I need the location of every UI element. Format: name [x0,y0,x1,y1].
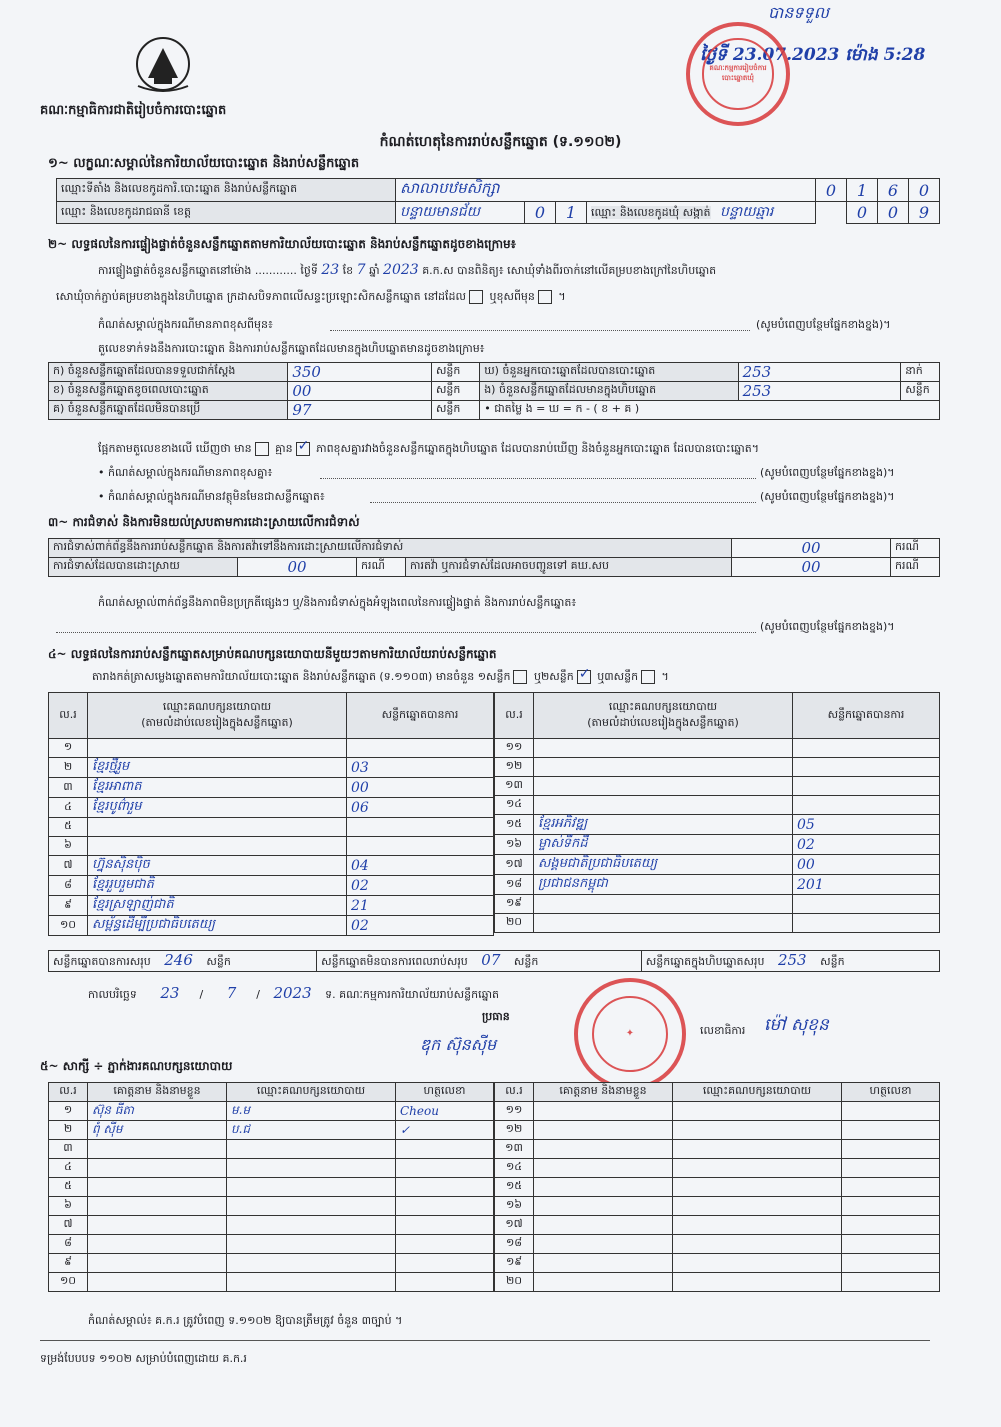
row-no: ៨ [49,1235,88,1254]
row-signature [842,1216,940,1235]
resolved-unit: ករណី [357,558,406,577]
count-e-value: 253 [738,382,901,401]
row-votes [793,758,940,777]
commune-code-2: 0 [878,202,909,224]
row-no: ១៤ [495,1159,534,1178]
row-party [227,1235,396,1254]
row-party [227,1140,396,1159]
commune-label: ឈ្មោះ និងលេខកូដឃុំ សង្កាត់ [591,206,711,219]
col-party: ឈ្មោះគណបក្សនយោបាយ (តាមលំដាប់លេខរៀងក្នុងសន្លឹកឆ្នោត) [534,693,793,739]
doc-title: កំណត់ហេតុនៃការរាប់សន្លឹកឆ្នោត (ទ.១១០២) [379,134,622,150]
row-no: ៩ [49,896,88,916]
count-e-unit: សន្លឹក [901,382,940,401]
no-diff-checkbox[interactable] [296,442,310,456]
col-votes: សន្លឹកឆ្នោតបានការ [347,693,494,739]
location-code-3: 6 [878,179,909,202]
table-row [49,1235,494,1254]
count-c-value: 97 [288,401,432,420]
row-votes: 21 [347,896,494,916]
count-a-unit: សន្លឹក [431,363,479,382]
row-name [534,1121,673,1140]
province-value: បន្ទាយមានជ័យ [396,202,525,224]
row-no: ១៩ [495,1254,534,1273]
row-signature [842,1102,940,1121]
row-party [227,1197,396,1216]
col-no: ល.រ [495,1083,534,1102]
count-d-value: 253 [738,363,901,382]
row-no: ៥ [49,818,88,837]
emblem-icon [128,34,198,98]
table-row [495,739,940,758]
row-name [88,1178,227,1197]
table-row [495,1197,940,1216]
row-name [534,1102,673,1121]
table-row [495,1102,940,1121]
commune-code-1: 0 [847,202,878,224]
table-row [49,896,494,916]
row-party: ប.ជ [227,1121,396,1140]
row-name [88,1216,227,1235]
count-c-unit: សន្លឹក [431,401,479,420]
counts-intro: តួលេខទាក់ទងនឹងការបោះឆ្នោត និងការរាប់សន្លឹកឆ្នោតដែលមានក្នុងហិបឆ្នោតមានដូចខាងក្រោម៖ [98,342,485,355]
row-signature [842,1140,940,1159]
row-party: ប្រជាជនកម្ពុជា [534,875,793,895]
total-invalid-cell: សន្លឹកឆ្នោតមិនបានការពេលរាប់សរុប 07 សន្លឹក [317,951,642,972]
received-label: បានទទួល [768,3,829,22]
row-no: ១៤ [495,796,534,815]
section3-title: ៣~ ការជំទាស់ និងការមិនយល់ស្របតាមការដោះស្រាយលើការជំទាស់ [48,515,360,529]
date-day: 23 [160,984,180,1002]
row-no: ២០ [495,914,534,933]
chair-label: ប្រធាន [482,1010,510,1023]
row-party: សម្ព័ន្ធដើម្បីប្រជាធិបតេយ្យ [88,916,347,936]
forwarded-value: 00 [732,558,891,577]
count-c-label: គ) ចំនួនសន្លឹកឆ្នោតដែលមិនបានប្រើ [49,401,288,420]
row-votes: 04 [347,856,494,876]
objections-table [48,538,940,577]
row-party [88,739,347,758]
col-party: ឈ្មោះគណបក្សនយោបាយ [227,1083,396,1102]
row-party [673,1273,842,1292]
row-party: ខ្មែរស្រឡាញ់ជាតិ [88,896,347,916]
row-party: ខ្មែរបូព៌ារួម [88,798,347,818]
table-row [49,1273,494,1292]
table-row [495,777,940,796]
count-b-value: 00 [288,382,432,401]
table-row [49,739,494,758]
row-votes: 02 [793,835,940,855]
table-row [49,916,494,936]
row-name [534,1216,673,1235]
row-party [227,1159,396,1178]
row-signature [842,1235,940,1254]
formula: • ជាតម្លៃ ង = ឃ = ក - ( ខ + គ ) [480,401,940,420]
object-note: • កំណត់សម្គាល់ក្នុងករណីមានវត្ថុមិនមែនជាសន្លឹកឆ្នោត៖ [98,490,325,503]
row-signature [396,1197,494,1216]
table-row [49,1254,494,1273]
location-code-1: 0 [816,179,847,202]
row-votes: 02 [347,876,494,896]
row-votes: 06 [347,798,494,818]
row-party [534,758,793,777]
row-votes: 03 [347,758,494,778]
row-signature [396,1273,494,1292]
row-signature [396,1216,494,1235]
section2-title: ២~ លទ្ធផលនៃការផ្ទៀងផ្ទាត់ចំនួនសន្លឹកឆ្នោតតាមការិយាល័យបោះឆ្នោត និងរាប់សន្លឹកឆ្នោតដូចខាងក្រោម៖ [48,237,516,251]
table-row [49,1102,494,1121]
row-no: ១៦ [495,1197,534,1216]
col-no: ល.រ [495,693,534,739]
section5-note: កំណត់សម្គាល់៖ គ.ក.រ ត្រូវបំពេញ ទ.១១០២ ឱ្យបានត្រឹមត្រូវ ចំនួន ៣ច្បាប់ ។ [88,1314,403,1327]
row-name [88,1140,227,1159]
col-no: ល.រ [49,693,88,739]
row-name [88,1254,227,1273]
date-line: កាលបរិច្ឆេទ 23 / 7 / 2023 ទ. គណៈកម្មការការិយាល័យរាប់សន្លឹកឆ្នោត [88,984,500,1002]
col-party: ឈ្មោះគណបក្សនយោបាយ (តាមលំដាប់លេខរៀងក្នុងសន្លឹកឆ្នោត) [88,693,347,739]
official-stamp-top: គណៈកម្មការរៀបចំការបោះឆ្នោតឃុំ [686,22,790,126]
row-party [673,1197,842,1216]
table-row [49,837,494,856]
objection-unit: ករណី [891,539,940,558]
fill-more-4: (សូមបំពេញបន្ថែមផ្នែកខាងខ្នង)។ [760,620,895,633]
row-no: ១ [49,1102,88,1121]
tally-sheets-line: តារាងកត់ត្រាសម្លេងឆ្នោតតាមការិយាល័យបោះឆ្នោត និងរាប់សន្លឹកឆ្នោត (ទ.១១០៣) មានចំនួន ១សន្លឹក ឬ២សន្លឹក✓ ឬ៣សន្លឹក ។ [92,670,669,686]
row-no: ១០ [49,1273,88,1292]
row-no: ១៣ [495,777,534,796]
row-no: ១៧ [495,855,534,875]
row-name [88,1273,227,1292]
col-no: ល.រ [49,1083,88,1102]
results-table-left [48,692,494,936]
col-name: គោត្តនាម និងនាមខ្លួន [88,1083,227,1102]
row-votes [793,777,940,796]
row-votes: 05 [793,815,940,835]
row-name [534,1235,673,1254]
location-code-2: 1 [847,179,878,202]
row-votes [347,818,494,837]
row-no: ៧ [49,1216,88,1235]
table-row [49,1197,494,1216]
stamp-emblem-icon: ✦ [592,996,669,1073]
date-month: 7 [226,984,237,1002]
count-b-label: ខ) ចំនួនសន្លឹកឆ្នោតខូចពេលបោះឆ្នោត [49,382,288,401]
location-label: ឈ្មោះទីតាំង និងលេខកូដការិ.បោះឆ្នោត និងរាប់សន្លឹកឆ្នោត [57,179,396,202]
diff-note: • កំណត់សម្គាល់ក្នុងករណីមានភាពខុសគ្នា៖ [98,466,273,479]
row-party: ម.ម [227,1102,396,1121]
table-row [49,1140,494,1159]
row-name [534,1159,673,1178]
col-party: ឈ្មោះគណបក្សនយោបាយ [673,1083,842,1102]
row-name [88,1159,227,1178]
table-row [49,1121,494,1140]
count-d-unit: នាក់ [901,363,940,382]
fill-more-1: (សូមបំពេញបន្ថែមផ្នែកខាងខ្នង)។ [756,318,891,331]
table-row [495,895,940,914]
location-code-4: 0 [909,179,940,202]
table-row [49,1216,494,1235]
row-no: ១៣ [495,1140,534,1159]
row-party [534,895,793,914]
row-party [534,777,793,796]
table-row [49,1178,494,1197]
col-votes: សន្លឹកឆ្នោតបានការ [793,693,940,739]
table-row [495,1235,940,1254]
row-party: ខ្មែររួបរួមជាតិ [88,876,347,896]
count-a-value: 350 [288,363,432,382]
row-no: ៤ [49,1159,88,1178]
row-party [673,1159,842,1178]
forwarded-label: ការតវ៉ា ឬការជំទាស់ដែលអាចបញ្ជូនទៅ គឃ.សប [406,558,732,577]
row-name [534,1140,673,1159]
table-row [495,796,940,815]
sheet1-checkbox[interactable] [513,670,527,684]
row-signature: ✓ [396,1121,494,1140]
row-no: ២ [49,1121,88,1140]
row-name [88,1197,227,1216]
objection-label: ការជំទាស់ពាក់ព័ន្ធនឹងការរាប់សន្លឹកឆ្នោត និងការតវ៉ាទៅនឹងការដោះស្រាយលើការជំទាស់ [49,539,732,558]
witness-table-right [494,1082,940,1292]
row-signature: Cheou [396,1102,494,1121]
commune-code-3: 9 [909,202,940,224]
row-no: ១០ [49,916,88,936]
secretary-signature: ម៉ៅ សុខុន [764,1015,829,1035]
row-signature [396,1235,494,1254]
same-checkbox[interactable] [469,290,483,304]
province-code-2: 1 [556,202,587,224]
col-sign: ហត្ថលេខា [842,1083,940,1102]
row-signature [396,1140,494,1159]
verify-day: 23 [321,262,340,278]
row-party: ខ្មែរអភិវឌ្ឍ [534,815,793,835]
row-votes: 00 [793,855,940,875]
row-party [534,914,793,933]
row-signature [842,1159,940,1178]
org-name: គណៈកម្មាធិការជាតិរៀបចំការបោះឆ្នោត [40,103,227,118]
row-votes: 201 [793,875,940,895]
row-party [673,1102,842,1121]
row-no: ៦ [49,837,88,856]
row-signature [842,1254,940,1273]
row-name [534,1178,673,1197]
row-no: ៥ [49,1178,88,1197]
table-row [495,855,940,875]
row-name: ពុំ ស៊ីម [88,1121,227,1140]
objection-value: 00 [732,539,891,558]
row-votes [793,914,940,933]
chair-signature: ឌុក ស៊ុនស៊ីម [420,1035,497,1054]
row-signature [396,1178,494,1197]
row-party: ខ្មែរថ្មីរួម [88,758,347,778]
witness-table-left [48,1082,494,1292]
official-stamp-committee [574,978,686,1090]
row-party [227,1178,396,1197]
row-party: សង្គមជាតិប្រជាធិបតេយ្យ [534,855,793,875]
row-no: ៧ [49,856,88,876]
section4-title: ៤~ លទ្ធផលនៃការរាប់សន្លឹកឆ្នោតសម្រាប់គណបក្សនយោបាយនីមួយៗតាមការិយាល័យរាប់សន្លឹកឆ្នោត [48,647,497,661]
table-row [49,778,494,798]
row-no: ៦ [49,1197,88,1216]
section1-title: ១~ លក្ខណៈសម្គាល់នៃការិយាល័យបោះឆ្នោត និងរាប់សន្លឹកឆ្នោត [48,156,360,171]
row-name [534,1273,673,1292]
row-party [673,1178,842,1197]
table-row [495,1254,940,1273]
row-no: ១២ [495,758,534,777]
total-box: 253 [777,951,807,969]
row-signature [396,1159,494,1178]
row-name [88,1235,227,1254]
table-row [495,815,940,835]
row-no: ២០ [495,1273,534,1292]
row-party: ម្ចាស់ទឹកដី [534,835,793,855]
table-row [495,835,940,855]
resolved-value: 00 [238,558,357,577]
seal-line: សោឃុំចាក់ភ្ជាប់គម្របខាងក្នុងនៃហិបឆ្នោត ក្រដាសបិទភាពលើសន្ទះប្រឡោះសិកសន្លឹកឆ្នោត នៅដដែល ឬខុសពីមុន ។ [56,290,566,303]
discrepancy-line: ផ្អែកតាមតួលេខខាងលើ ឃើញថា មាន គ្មាន✓ ភាពខុសគ្នារវាងចំនួនសន្លឹកឆ្នោតក្នុងហិបឆ្នោត ដែលបានរាប់ឃើញ និងចំនួនអ្នកបោះឆ្នោត ដែលបានបោះឆ្នោត។ [98,442,759,458]
row-party [227,1254,396,1273]
commune-cell [587,202,816,224]
total-box-cell: សន្លឹកឆ្នោតក្នុងហិបឆ្នោតសរុប 253 សន្លឹក [641,951,939,972]
row-party [227,1216,396,1235]
row-no: ៤ [49,798,88,818]
col-name: គោត្តនាម និងនាមខ្លួន [534,1083,673,1102]
col-sign: ហត្ថលេខា [396,1083,494,1102]
row-party [227,1273,396,1292]
province-label: ឈ្មោះ និងលេខកូដរាជធានី ខេត្ត [57,202,396,224]
table-row [49,818,494,837]
verify-month: 7 [356,262,366,278]
table-row [495,1140,940,1159]
row-no: ២ [49,758,88,778]
row-no: ១៩ [495,895,534,914]
row-party [88,818,347,837]
row-party: ខ្មែរអាពាត [88,778,347,798]
row-no: ១៥ [495,1178,534,1197]
sheet3-checkbox[interactable] [641,670,655,684]
different-checkbox[interactable] [538,290,552,304]
row-no: ១៨ [495,875,534,895]
table-row [49,1159,494,1178]
row-signature [396,1254,494,1273]
total-invalid: 07 [481,951,501,969]
count-d-label: ឃ) ចំនួនអ្នកបោះឆ្នោតដែលបានបោះឆ្នោត [480,363,738,382]
count-b-unit: សន្លឹក [431,382,479,401]
row-votes: 02 [347,916,494,936]
footer-text: ទម្រង់បែបបទ ១១០២ សម្រាប់បំពេញដោយ គ.ក.រ [40,1352,247,1365]
date-year: 2023 [273,984,312,1002]
has-diff-checkbox[interactable] [255,442,269,456]
totals-table [48,950,940,972]
sheet2-checkbox[interactable] [577,670,591,684]
row-no: ១ [49,739,88,758]
table-row [49,758,494,778]
table-row [495,1216,940,1235]
row-signature [842,1197,940,1216]
resolved-label: ការជំទាស់ដែលបានដោះស្រាយ [49,558,238,577]
row-no: ១១ [495,739,534,758]
fill-more-2: (សូមបំពេញបន្ថែមផ្នែកខាងខ្នង)។ [760,466,895,479]
counts-table [48,362,940,420]
row-no: ១១ [495,1102,534,1121]
row-no: ៩ [49,1254,88,1273]
row-no: ១៥ [495,815,534,835]
total-valid-cell: សន្លឹកឆ្នោតបានការសរុប 246 សន្លឹក [49,951,317,972]
row-votes [793,739,940,758]
row-votes [347,837,494,856]
table-row [495,758,940,777]
total-valid: 246 [164,951,193,969]
count-e-label: ង) ចំនួនសន្លឹកឆ្នោតដែលមានក្នុងហិបឆ្នោត [480,382,738,401]
table-row [495,914,940,933]
location-value: សាលាបឋមសិក្សា [396,179,816,202]
row-signature [842,1121,940,1140]
count-a-label: ក) ចំនួនសន្លឹកឆ្នោតដែលបានទទួលជាក់ស្តែង [49,363,288,382]
table-row [49,856,494,876]
table-row [495,875,940,895]
row-no: ៣ [49,1140,88,1159]
row-party [673,1216,842,1235]
row-votes [793,895,940,914]
row-signature [842,1273,940,1292]
commune-value: បន្ទាយឆ្មារ [720,204,774,220]
row-no: ១២ [495,1121,534,1140]
row-name [534,1254,673,1273]
row-no: ៣ [49,778,88,798]
table-row [49,876,494,896]
table-row [495,1273,940,1292]
row-party [88,837,347,856]
province-code-1: 0 [525,202,556,224]
row-no: ១៧ [495,1216,534,1235]
row-votes [347,739,494,758]
row-signature [842,1178,940,1197]
verify-line: ការផ្ទៀងផ្ទាត់ចំនួនសន្លឹកឆ្នោតនៅម៉ោង ............ ថ្ងៃទី 23 ខែ 7 ឆ្នាំ 2023 គ.ក.ស បានពិនិត្យ៖ សោឃុំទាំងពីរចាក់នៅលើគម្របខាងក្រៅនៃហិបឆ្នោត [98,262,717,278]
table-row [495,1178,940,1197]
row-name [534,1197,673,1216]
section1-table [56,178,940,224]
section5-title: ៥~ សាក្សី ÷ ភ្នាក់ងារគណបក្សនយោបាយ [40,1059,233,1073]
row-party [673,1235,842,1254]
table-row [495,1159,940,1178]
verify-year: 2023 [383,262,419,278]
received-date: ថ្ងៃទី 23.07.2023 ម៉ោង 5:28 [700,45,926,65]
row-party [673,1121,842,1140]
row-no: ១៦ [495,835,534,855]
row-party [673,1254,842,1273]
row-no: ៨ [49,876,88,896]
forwarded-unit: ករណី [891,558,940,577]
row-party [534,796,793,815]
row-votes: 00 [347,778,494,798]
row-party: ហ្វ៊ុនស៊ិនប៉ិច [88,856,347,876]
diff-note-label: កំណត់សម្គាល់ក្នុងករណីមានភាពខុសពីមុន៖ [98,318,273,331]
fill-more-3: (សូមបំពេញបន្ថែមផ្នែកខាងខ្នង)។ [760,490,895,503]
row-party [673,1140,842,1159]
irregularity-note: កំណត់សម្គាល់ពាក់ព័ន្ធនឹងភាពមិនប្រក្រតីផ្សេងៗ ឬ/និងការជំទាស់ក្នុងអំឡុងពេលនៃការផ្ទៀងផ្ទាត់ និងការរាប់សន្លឹកឆ្នោត៖ [98,596,577,609]
table-row [49,798,494,818]
row-party [534,739,793,758]
results-table-right [494,692,940,933]
row-name: ស៊ុន ធីតា [88,1102,227,1121]
secretary-label: លេខាធិការ [700,1024,746,1037]
row-no: ១៨ [495,1235,534,1254]
table-row [495,1121,940,1140]
row-votes [793,796,940,815]
